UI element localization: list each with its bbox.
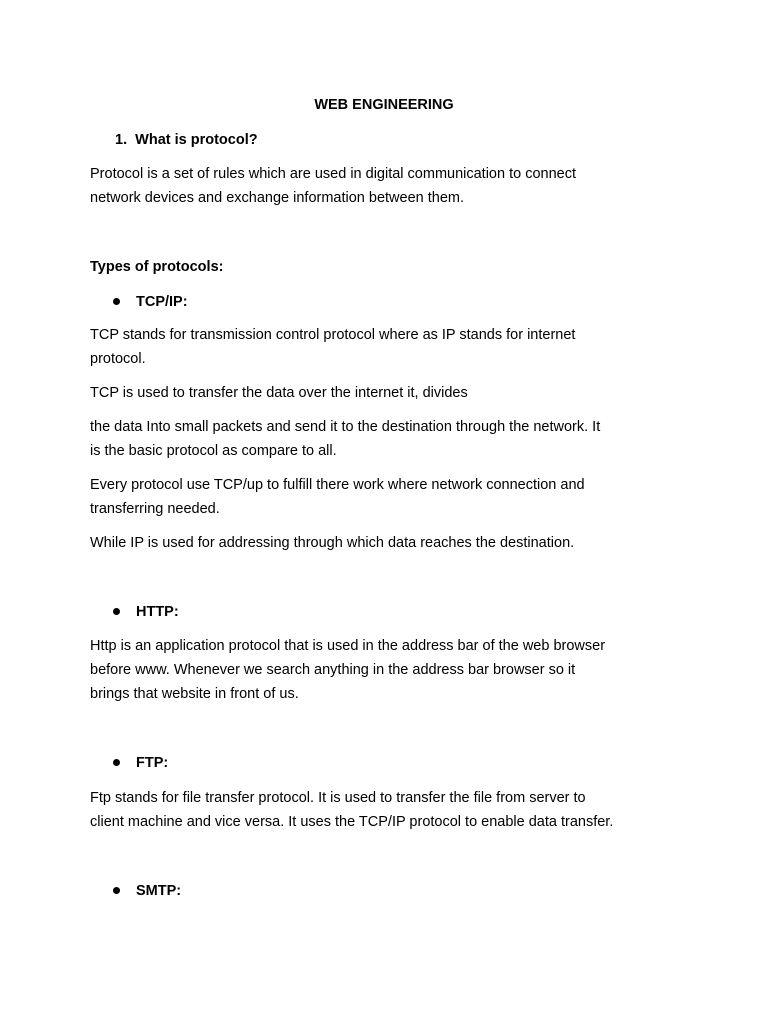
bullet-icon <box>113 298 120 305</box>
bullet-tcp <box>113 290 188 314</box>
bullet-ftp <box>113 751 168 775</box>
tcp-line-1: TCP stands for transmission control protocol where as IP stands for internet <box>90 327 576 343</box>
tcp-label: TCP/IP: <box>136 294 188 310</box>
intro-line-2: network devices and exchange information between them. <box>90 190 464 206</box>
tcp-line-2: protocol. <box>90 351 146 367</box>
http-line-3: brings that website in front of us. <box>90 686 299 702</box>
ftp-line-2: client machine and vice versa. It uses the TCP/IP protocol to enable data transfer. <box>90 814 614 830</box>
bullet-smtp <box>113 879 181 903</box>
http-line-2: before www. Whenever we search anything in the address bar browser so it <box>90 662 576 678</box>
tcp-line-6: Every protocol use TCP/up to fulfill there work where network connection and <box>90 477 585 493</box>
intro-line-1: Protocol is a set of rules which are used in digital communication to connect <box>90 166 576 182</box>
bullet-icon <box>113 887 120 894</box>
ftp-line-1: Ftp stands for file transfer protocol. It is used to transfer the file from server to <box>90 790 586 806</box>
tcp-line-7: transferring needed. <box>90 501 220 517</box>
tcp-line-8: While IP is used for addressing through which data reaches the destination. <box>90 535 575 551</box>
http-label: HTTP: <box>136 604 179 620</box>
document-title: WEB ENGINEERING <box>314 97 454 113</box>
ftp-label: FTP: <box>136 755 169 771</box>
smtp-label: SMTP: <box>136 883 182 899</box>
question-heading <box>115 128 258 152</box>
http-line-1: Http is an application protocol that is used in the address bar of the web browser <box>90 638 606 654</box>
question-text: What is protocol? <box>135 132 258 148</box>
bullet-http <box>113 600 179 624</box>
bullet-icon <box>113 608 120 615</box>
tcp-line-5: is the basic protocol as compare to all. <box>90 443 337 459</box>
bullet-icon <box>113 759 120 766</box>
types-heading: Types of protocols: <box>90 259 224 275</box>
question-number: 1. <box>115 132 128 148</box>
tcp-line-3: TCP is used to transfer the data over the internet it, divides <box>90 385 468 401</box>
tcp-line-4: the data Into small packets and send it to the destination through the network. It <box>90 419 601 435</box>
